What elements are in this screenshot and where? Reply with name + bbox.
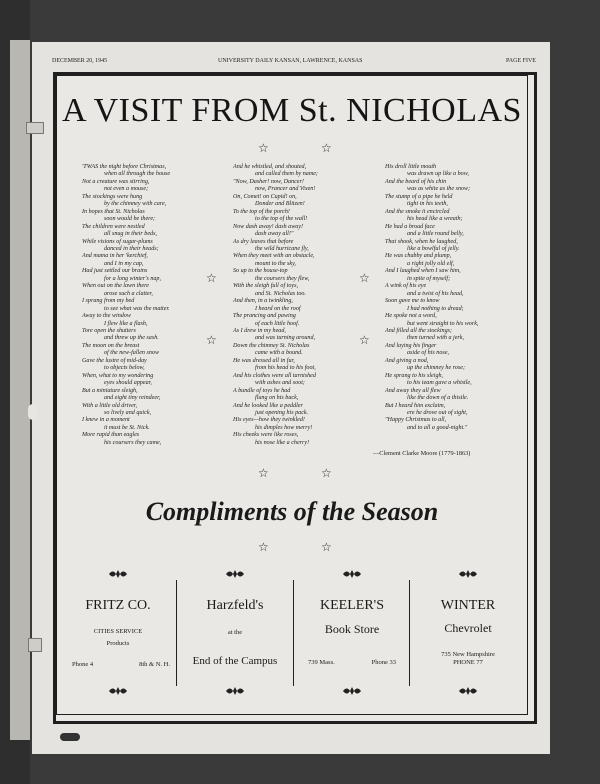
poem-line: eyes should appear, xyxy=(104,380,152,387)
star-icon: ☆ xyxy=(206,271,217,285)
star-icon: ☆ xyxy=(258,141,269,155)
poem-line: for a long winter's nap, xyxy=(104,275,161,282)
poem-line: so lively and quick, xyxy=(104,409,152,416)
poem-line: Away to the window xyxy=(82,313,131,320)
poem-line: Soon gave me to know xyxy=(385,298,440,305)
poem-line: The moon on the breast xyxy=(82,342,140,349)
poem-line: dash away all!" xyxy=(255,231,294,238)
poem-line: A bundle of toys he had xyxy=(233,387,291,394)
poem-line: from his head to his foot, xyxy=(255,365,316,372)
poem-line: and eight tiny reindeer, xyxy=(104,395,161,402)
binding-strip xyxy=(0,0,30,784)
star-icon: ☆ xyxy=(321,141,332,155)
star-icon: ☆ xyxy=(359,271,370,285)
poem-line: all snug in their beds, xyxy=(104,231,157,238)
poem-line: Gave the lustre of mid-day xyxy=(82,357,147,364)
poem-line: And giving a nod, xyxy=(385,357,429,364)
star-icon: ☆ xyxy=(258,466,269,480)
ad-phone: Phone 33 xyxy=(371,659,396,666)
poem-line: His droll little mouth xyxy=(385,164,437,170)
poem-line: The children were nestled xyxy=(82,223,145,230)
fleuron-icon xyxy=(224,569,246,579)
poem-line: his coursers they came, xyxy=(104,439,162,446)
poem-line: a right jolly old elf, xyxy=(407,260,455,267)
poem-line: his nose like a cherry! xyxy=(255,439,310,446)
poem-line: of each little hoof. xyxy=(255,320,300,327)
paper-tear xyxy=(28,404,38,420)
binder-clip-top xyxy=(26,122,44,134)
poem-line: to see what was the matter. xyxy=(104,305,170,312)
poem-line: just opening his pack. xyxy=(255,409,309,416)
poem-line: like a bowlful of jelly. xyxy=(407,245,460,252)
compliments-heading: Compliments of the Season xyxy=(145,497,439,526)
poem-line: aside of his nose, xyxy=(407,350,449,357)
poem-line: not even a mouse; xyxy=(104,186,149,193)
running-header xyxy=(38,58,546,68)
poem-line: when all through the house xyxy=(104,171,171,178)
poem-line: And I laughed when I saw him, xyxy=(385,268,461,275)
poem-line: I had nothing to dread; xyxy=(407,305,464,312)
binder-clip-bottom xyxy=(28,638,42,652)
poem-line: by the chimney with care, xyxy=(104,201,167,208)
poem-line: I flew like a flash, xyxy=(104,320,148,327)
poem-line: to his team gave a whistle, xyxy=(407,380,472,387)
poem-line: flung on his back, xyxy=(255,395,299,402)
poem-line: In hopes that St. Nicholas xyxy=(82,208,145,215)
poem-line: to objects below, xyxy=(104,365,145,372)
poem-line: And then, in a twinkling, xyxy=(233,298,293,305)
poem-line: And he whistled, and shouted, xyxy=(233,164,307,170)
star-icon: ☆ xyxy=(359,333,370,347)
poem-line: When out on the lawn there xyxy=(82,283,149,290)
poem-line: his head like a wreath; xyxy=(407,216,463,223)
poem-line: danced in their heads; xyxy=(104,245,159,252)
poem-line: and I in my cap, xyxy=(104,260,144,267)
poem-line: ere he drove out of sight, xyxy=(407,409,468,416)
ad-line: Chevrolet xyxy=(444,621,492,635)
star-icon: ☆ xyxy=(321,466,332,480)
poem-line: and threw up the sash. xyxy=(104,335,159,342)
poem-line: tight in his teeth, xyxy=(407,201,448,208)
poem-line: was drawn up like a bow, xyxy=(407,171,469,178)
ad-line: Products xyxy=(106,640,130,647)
ad-name: KEELER'S xyxy=(320,598,384,613)
poem-signature: —Clement Clarke Moore (1779-1863) xyxy=(373,450,471,457)
poem-line: but went straight to his work, xyxy=(407,320,479,327)
ad-line: End of the Campus xyxy=(192,655,278,667)
poem-line: When they meet with an obstacle, xyxy=(233,253,315,260)
poem-line: On, Comet! on Cupid! on, xyxy=(233,193,297,200)
poem-line: He had a broad face xyxy=(385,223,435,230)
poem-line: and St. Nicholas too. xyxy=(255,290,306,297)
ad-address: 8th & N. H. xyxy=(139,661,170,668)
poem-line: So up to the house-top xyxy=(233,268,288,275)
poem-line: the coursers they flew, xyxy=(255,275,310,282)
poem-line: The stockings were hung xyxy=(82,193,143,200)
poem-line: And his clothes were all tarnished xyxy=(233,372,316,379)
poem-line: now, Prancer and Vixen! xyxy=(255,186,316,193)
poem-line: I sprang from my bed xyxy=(82,298,135,305)
ad-address: 735 New Hampshire xyxy=(441,651,495,658)
poem-line: And the beard of his chin xyxy=(385,178,447,185)
poem-line: While visions of sugar-plums xyxy=(82,238,153,245)
poem-line: The prancing and pawing xyxy=(233,313,296,320)
ad-keelers xyxy=(294,580,410,688)
fleuron-icon xyxy=(341,569,363,579)
poem-title: A VISIT FROM St. NICHOLAS xyxy=(62,92,522,129)
ad-name: FRITZ CO. xyxy=(85,598,151,613)
star-icon: ☆ xyxy=(206,333,217,347)
poem-line: the wild hurricane fly, xyxy=(255,245,309,252)
poem-line: arose such a clatter, xyxy=(104,290,153,297)
poem-line: Down the chimney St. Nicholas xyxy=(233,342,310,349)
poem-line: Donder and Blitzen! xyxy=(255,201,305,208)
ad-name: WINTER xyxy=(440,598,496,613)
ad-address: 739 Mass. xyxy=(308,659,335,666)
ad-line: CITIES SERVICE xyxy=(93,628,143,635)
poem-line: And laying his finger xyxy=(385,342,437,349)
poem-line: soon would be there; xyxy=(104,216,156,223)
poem-line: in spite of myself; xyxy=(407,275,451,282)
poem-line: and called them by name; xyxy=(255,171,318,178)
poem-line: With the sleigh full of toys, xyxy=(233,283,298,290)
ad-fritz-co xyxy=(60,580,176,688)
poem-line: And mama in her 'kerchief, xyxy=(82,253,148,260)
poem-line: That shook, when he laughed, xyxy=(385,238,458,245)
poem-line: When, what to my wondering xyxy=(82,372,154,379)
poem-line: Had just settled our brains xyxy=(82,268,148,275)
poem-line: like the down of a thistle. xyxy=(407,395,469,402)
poem-line: came with a bound. xyxy=(255,350,303,357)
ad-phone: PHONE 77 xyxy=(453,659,483,666)
poem-line: I heard on the roof xyxy=(255,305,301,312)
star-icon: ☆ xyxy=(258,540,269,554)
poem-line: of the new-fallen snow xyxy=(104,350,160,357)
poem-line: with ashes and soot; xyxy=(255,380,305,387)
poem-line: and a twist of his head, xyxy=(407,290,464,297)
poem-line: and to all a good-night." xyxy=(407,424,468,431)
poem-column-3 xyxy=(385,164,535,432)
poem-line: With a little old driver, xyxy=(82,402,138,409)
poem-line: Not a creature was stirring, xyxy=(82,178,150,185)
poem-line: And away they all flew xyxy=(385,387,441,394)
poem-line: And the smoke it encircled xyxy=(385,208,450,215)
binding-shadow xyxy=(60,733,80,741)
poem-line: "Happy Christmas to all, xyxy=(385,417,447,424)
poem-line: His cheeks were like roses, xyxy=(233,432,299,439)
poem-line: As dry leaves that before xyxy=(233,238,294,245)
poem-line: But a miniature sleigh, xyxy=(82,387,138,394)
ad-line: at the xyxy=(227,629,243,636)
poem-line: then turned with a jerk, xyxy=(407,335,465,342)
poem-line: up the chimney he rose; xyxy=(407,365,465,372)
fleuron-icon xyxy=(107,569,129,579)
header-paper: UNIVERSITY DAILY KANSAN, LAWRENCE, KANSAS xyxy=(218,58,363,64)
poem-line: His eyes—how they twinkled! xyxy=(233,417,305,424)
poem-column-1 xyxy=(82,164,232,447)
ad-name: Harzfeld's xyxy=(206,598,264,613)
poem-line: to the top of the wall! xyxy=(255,216,308,223)
header-date: DECEMBER 20, 1945 xyxy=(52,58,108,64)
poem-line: And filled all the stockings; xyxy=(385,327,453,334)
poem-line: He sprang to his sleigh, xyxy=(385,372,444,379)
fleuron-icon xyxy=(457,569,479,579)
header-page: PAGE FIVE xyxy=(506,58,536,64)
poem-line: As I drew in my head, xyxy=(233,327,286,334)
poem-line: Tore open the shutters xyxy=(82,327,136,334)
poem-line: "Now, Dasher! now, Dancer! xyxy=(233,178,304,185)
poem-line: More rapid than eagles xyxy=(82,432,140,439)
poem-column-2 xyxy=(233,164,383,447)
poem-line: The stump of a pipe he held xyxy=(385,193,453,200)
ad-winter-chevrolet xyxy=(410,580,526,688)
poem-line: and was turning around, xyxy=(255,335,316,342)
poem-line: Now dash away! dash away! xyxy=(233,223,304,230)
poem-line: He was dressed all in fur, xyxy=(233,357,295,364)
poem-line: He spoke not a word, xyxy=(385,313,437,320)
ad-line: Book Store xyxy=(324,622,380,636)
poem-line: and a little round belly, xyxy=(407,231,464,238)
ad-harzfelds xyxy=(177,580,293,688)
star-icon: ☆ xyxy=(321,540,332,554)
poem-line: A wink of his eye xyxy=(385,283,427,290)
poem-line: To the top of the porch! xyxy=(233,208,290,215)
poem-line: I knew in a moment xyxy=(82,417,130,424)
poem-line: it must be St. Nick. xyxy=(104,424,150,431)
poem-line: He was chubby and plump, xyxy=(385,253,452,260)
poem-line: But I heard him exclaim, xyxy=(385,402,446,409)
poem-line: was as white as the snow; xyxy=(407,186,471,193)
poem-line: 'TWAS the night before Christmas, xyxy=(82,164,167,170)
previous-page-edge xyxy=(10,40,30,740)
poem-line: his dimples how merry! xyxy=(255,424,313,431)
poem-line: mount to the sky, xyxy=(255,260,296,267)
ad-phone: Phone 4 xyxy=(72,661,94,668)
poem-line: And he looked like a peddler xyxy=(233,402,303,409)
